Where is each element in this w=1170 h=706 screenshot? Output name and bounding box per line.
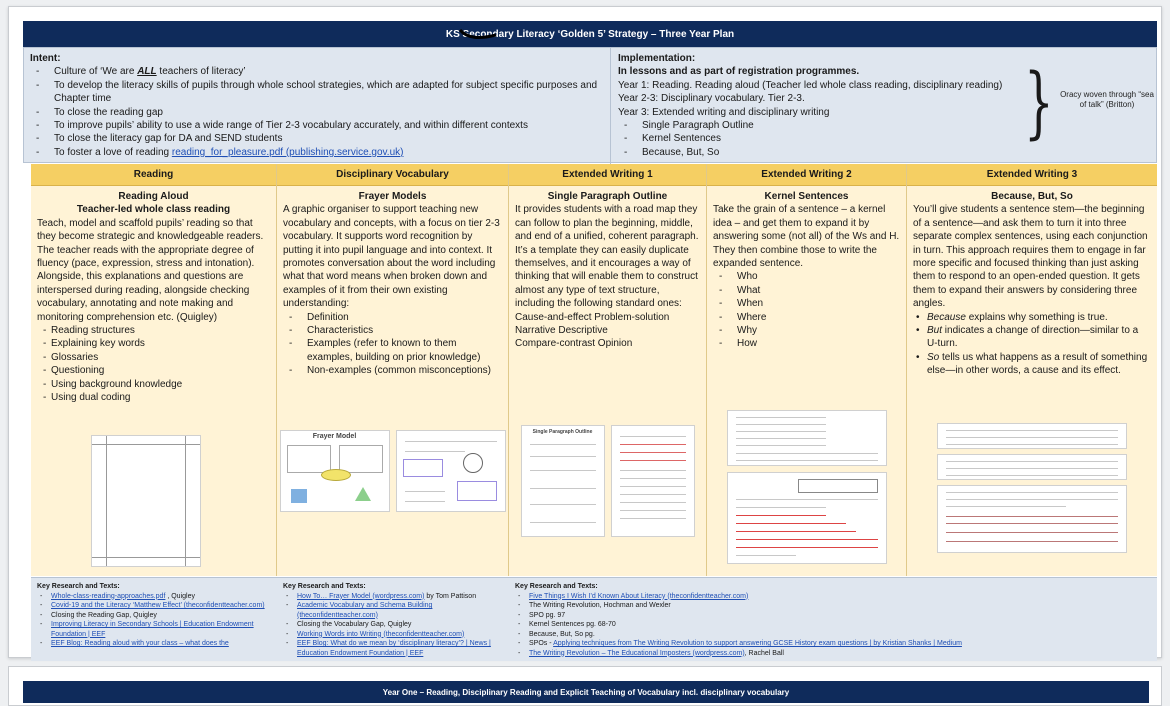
list-item: - Non-examples (common misconceptions) (283, 364, 502, 377)
column-paragraph: It’s a template they can easily duplicate themselves, and it encourages a way of thinking that will enable them to construct almost any type of text structure, including the following standard ones: (515, 244, 698, 310)
list-item: - Explaining key words (37, 337, 270, 350)
research-item: - EEF Blog: Reading aloud with your class – what does the (37, 639, 271, 649)
research-item: - Improving Literacy in Secondary Schools | Education Endowment Foundation | EEF (37, 620, 271, 639)
column-header: Extended Writing 1 (509, 164, 706, 186)
research-heading: Key Research and Texts: (283, 583, 366, 590)
list-item: - Glossaries (37, 351, 270, 364)
research-item: - Academic Vocabulary and Schema Building (theconfidentteacher.com) (283, 601, 503, 620)
research-item: - Closing the Vocabulary Gap, Quigley (283, 620, 503, 630)
writing-list (618, 119, 1058, 159)
plan-page (8, 6, 1162, 658)
list-item: - Using dual coding (37, 391, 270, 402)
list-item: - Questioning (37, 364, 270, 377)
research-item: - Kernel Sentences pg. 68-70 (515, 620, 1151, 630)
list-item: - To develop the literacy skills of pupils through whole school strategies, which are adapted for subject specific purposes and Chapter time (30, 79, 605, 106)
column-subheading: Reading Aloud (118, 191, 189, 202)
bbs-template-thumbnail (937, 423, 1127, 449)
research-item: - Whole-class-reading-approaches.pdf , Quigley (37, 592, 271, 602)
year3-text: Year 3: Extended writing and disciplinary writing (618, 106, 830, 118)
list-item: - How (713, 337, 900, 350)
research-item: - Closing the Reading Gap, Quigley (37, 611, 271, 621)
list-item: • Because explains why something is true. (913, 311, 1151, 324)
structure-line: Cause-and-effect Problem-solution (515, 311, 670, 323)
frayer-model-thumbnail: Frayer Model (280, 430, 390, 512)
list-item: - Using background knowledge (37, 378, 270, 391)
research-item: - Covid-19 and the Literacy ‘Matthew Effect’ (theconfidentteacher.com) (37, 601, 271, 611)
curly-brace-icon: } (1024, 58, 1054, 148)
research-item: - SPO pg. 97 (515, 611, 1151, 621)
column-extended-writing-2 (707, 164, 907, 576)
intent-implementation-panel (23, 47, 1157, 163)
list-item: - To close the literacy gap for DA and SEND students (30, 132, 605, 145)
structure-line: Narrative Descriptive (515, 325, 608, 337)
column-subheading: Teacher-led whole class reading (76, 204, 231, 216)
column-subheading: Kernel Sentences (764, 191, 849, 202)
column-subheading: Frayer Models (358, 191, 427, 202)
question-list (713, 270, 900, 350)
year1-text: Year 1: Reading. Reading aloud (Teacher led whole class reading, disciplinary reading) (618, 79, 1003, 91)
column-extended-writing-3 (907, 164, 1157, 576)
column-header: Extended Writing 2 (707, 164, 906, 186)
implementation-subheading: In lessons and as part of registration programmes. (618, 66, 860, 78)
reading-thumbnail (91, 435, 201, 567)
list-item: - Characteristics (283, 324, 502, 337)
reading-for-pleasure-link[interactable]: reading_for_pleasure.pdf (publishing.service.gov.uk) (171, 146, 404, 158)
next-page (8, 666, 1162, 706)
list-item: - Single Paragraph Outline (618, 119, 1058, 132)
list-item: - Examples (refer to known to them examples, building on prior knowledge) (283, 337, 502, 364)
year23-text: Year 2-3: Disciplinary vocabulary. Tier 2-3. (618, 93, 805, 105)
intent-heading: Intent: (30, 53, 61, 64)
strategy-columns (31, 164, 1157, 576)
list-item: • So tells us what happens as a result of something else—in other words, a cause and its effect. (913, 351, 1151, 378)
spo-example-thumbnail (611, 425, 695, 537)
research-item: - SPOs - Applying techniques from The Writing Revolution to support answering GCSE History exam questions | by Kristian Shanks | Medium (515, 639, 1151, 649)
bbs-example-thumbnail (937, 485, 1127, 553)
research-item: - How To… Frayer Model (wordpress.com) by Tom Pattison (283, 592, 503, 602)
column-paragraph: You’ll give students a sentence stem—the beginning of a sentence—and ask them to turn it into three separate complex sentences, using each conjunction in turn. This approach requires them to engage in far more specific and focused thinking than just asking them to respond to an open-ended question. It gets them to expand their answers by considering three angles. (913, 204, 1148, 310)
frayer-list (283, 311, 502, 378)
list-item: - To improve pupils’ ability to use a wide range of Tier 2-3 vocabulary accurately, and within different contexts (30, 119, 605, 132)
divider (610, 48, 611, 164)
list-item: - Kernel Sentences (618, 132, 1058, 145)
research-item: - Working Words into Writing (theconfidentteacher.com) (283, 630, 503, 640)
column-header: Disciplinary Vocabulary (277, 164, 508, 186)
list-item: • But indicates a change of direction—similar to a U-turn. (913, 324, 1151, 351)
oracy-note: Oracy woven through “sea of talk” (Britton) (1060, 90, 1154, 109)
column-subheading: Single Paragraph Outline (547, 191, 668, 202)
research-item: - EEF Blog: What do we mean by ‘disciplinary literacy’? | News | Education Endowment Foundation | EEF (283, 639, 503, 658)
column-reading (31, 164, 277, 576)
research-panel (31, 577, 1157, 661)
research-item: - The Writing Revolution, Hochman and Wexler (515, 601, 1151, 611)
research-heading: Key Research and Texts: (515, 583, 598, 590)
kernel-template-thumbnail (727, 410, 887, 466)
column-extended-writing-1 (509, 164, 707, 576)
research-item: - Five Things I Wish I’d Known About Literacy (theconfidentteacher.com) (515, 592, 1151, 602)
list-item: - Reading structures (37, 324, 270, 337)
next-page-title: Year One – Reading, Disciplinary Reading and Explicit Teaching of Vocabulary incl. disciplinary vocabulary (23, 681, 1149, 703)
column-paragraph: The teacher reads with the appropriate degree of fluency (pace, expression, stress and intonation). Alongside, this explanations and questions are interspersed during reading, alongside checking vocabulary, annotating and note making and monitoring comprehension etc. (Quigley) (37, 244, 255, 323)
research-column (509, 578, 1157, 661)
list-item: - Because, But, So (618, 146, 1058, 159)
structure-line: Compare-contrast Opinion (515, 338, 633, 350)
list-item: - Culture of ‘We are ALL teachers of literacy’ (30, 65, 605, 78)
spo-template-thumbnail: Single Paragraph Outline (521, 425, 605, 537)
list-item: - Why (713, 324, 900, 337)
kernel-example-thumbnail (727, 472, 887, 564)
column-paragraph: It provides students with a road map they can follow to plan the beginning, middle, and end of a unified, coherent paragraph. (515, 204, 699, 243)
implementation-section (618, 52, 1058, 159)
list-item: - To close the reading gap (30, 106, 605, 119)
list-item: - What (713, 284, 900, 297)
column-paragraph: A graphic organiser to support teaching new vocabulary and concepts, with a focus on tier 2-3 vocabulary. It supports word recognition by putting it into pupil language and into context. It promotes conversation about the word including what that word means when broken down and examples of it from their own existing understanding: (283, 204, 500, 310)
intent-section (30, 52, 605, 159)
research-item: - The Writing Revolution – The Educational Imposters (wordpress.com), Rachel Ball (515, 649, 1151, 659)
column-vocabulary (277, 164, 509, 576)
frayer-example-thumbnail (396, 430, 506, 512)
column-subheading: Because, But, So (991, 191, 1073, 202)
column-paragraph: Take the grain of a sentence – a kernel idea – and get them to expand it by answering some (not all) of the Ws and H. They then combine those to write the expanded sentence. (713, 204, 900, 270)
list-item: - To foster a love of reading reading_for_pleasure.pdf (publishing.service.gov.uk) (30, 146, 605, 159)
research-item: - Because, But, So pg. (515, 630, 1151, 640)
scribble-mark (458, 27, 498, 41)
column-header: Extended Writing 3 (907, 164, 1157, 186)
intent-list (30, 65, 605, 159)
list-item: - Who (713, 270, 900, 283)
column-header: Reading (31, 164, 276, 186)
research-heading: Key Research and Texts: (37, 583, 120, 590)
list-item: - When (713, 297, 900, 310)
list-item: - Definition (283, 311, 502, 324)
page-title: KS Secondary Literacy ‘Golden 5’ Strategy – Three Year Plan (23, 21, 1157, 47)
implementation-heading: Implementation: (618, 53, 696, 64)
conjunction-list (913, 311, 1151, 378)
list-item: - Where (713, 311, 900, 324)
reading-list (37, 324, 270, 402)
bbs-template-thumbnail (937, 454, 1127, 480)
research-column (31, 578, 277, 661)
research-column (277, 578, 509, 661)
column-paragraph: Teach, model and scaffold pupils’ reading so that they become strategic and knowledgeable readers. (37, 217, 264, 243)
